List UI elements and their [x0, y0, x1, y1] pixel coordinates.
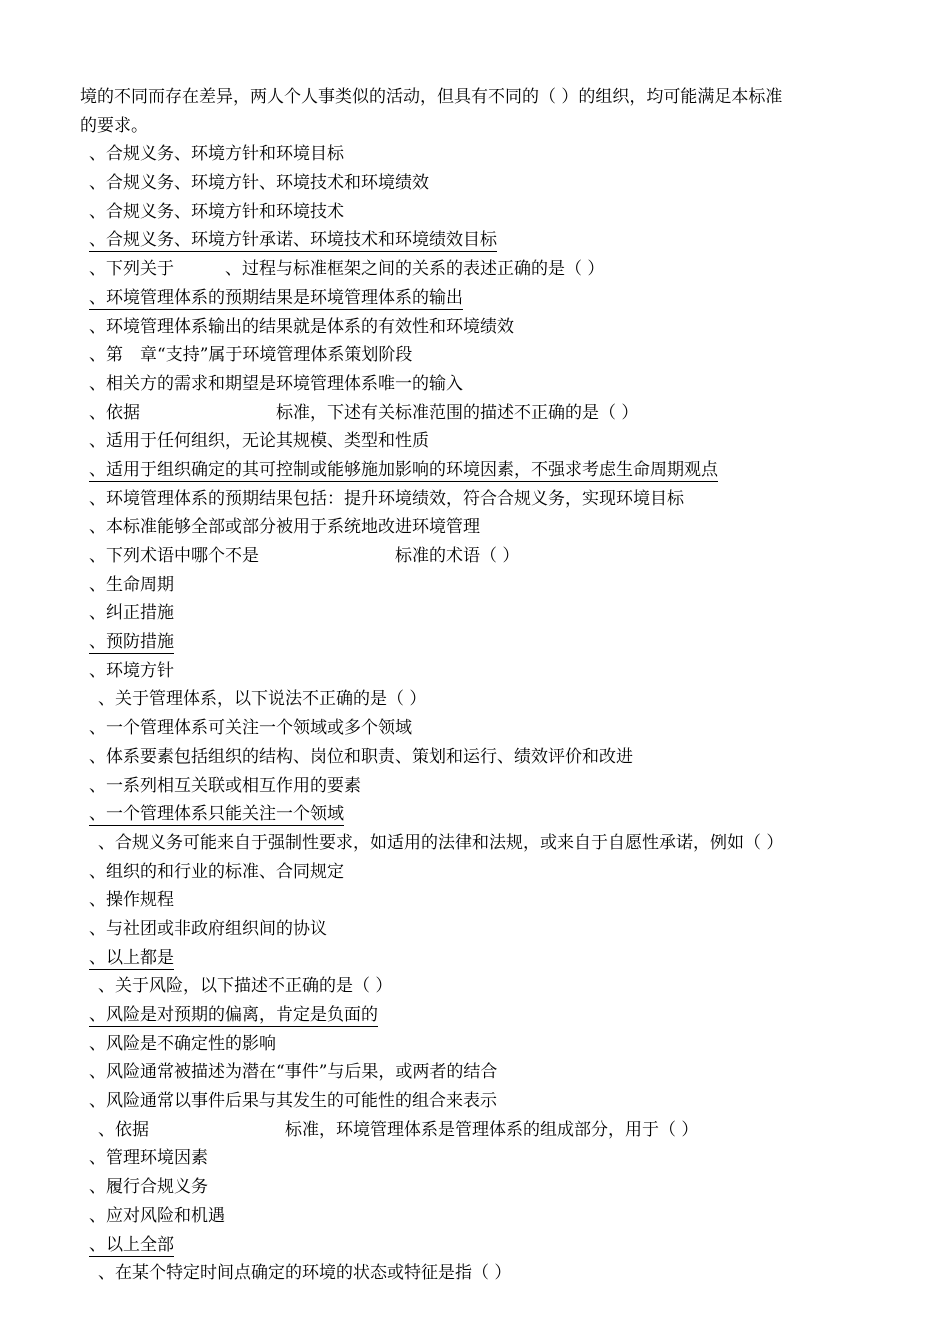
line-text: 、体系要素包括组织的结构、岗位和职责、策划和运行、绩效评价和改进	[89, 746, 633, 767]
line-text: 、环境方针	[89, 660, 174, 681]
line-text: 、相关方的需求和期望是环境管理体系唯一的输入	[89, 373, 463, 394]
underlined-answer-text: 、合规义务、环境方针承诺、环境技术和环境绩效目标	[89, 230, 497, 251]
line-text: 、一个管理体系可关注一个领域或多个领域	[89, 718, 412, 739]
option-line	[0, 571, 950, 600]
line-text: 、风险是不确定性的影响	[89, 1033, 276, 1054]
option-line	[0, 1173, 950, 1202]
underlined-answer-text: 、适用于组织确定的其可控制或能够施加影响的环境因素，不强求考虑生命周期观点	[89, 459, 718, 480]
option-line	[0, 657, 950, 686]
option-line	[0, 1144, 950, 1173]
line-text: 、管理环境因素	[89, 1148, 208, 1169]
line-text: 、下列术语中哪个不是 标准的术语（ ）	[89, 546, 520, 566]
underlined-answer-text: 、环境管理体系的预期结果是环境管理体系的输出	[89, 287, 463, 308]
line-text: 、合规义务、环境方针和环境目标	[89, 144, 344, 165]
underlined-answer-text: 、以上都是	[89, 947, 174, 968]
line-text: 、依据 标准，下述有关标准范围的描述不正确的是（ ）	[89, 402, 639, 423]
option-line	[0, 255, 950, 284]
option-line	[0, 1087, 950, 1116]
option-line	[0, 485, 950, 514]
option-line	[0, 800, 950, 829]
option-line	[0, 944, 950, 973]
paragraph-line	[0, 83, 950, 112]
line-text: 、操作规程	[89, 890, 174, 911]
line-text: 境的不同而存在差异，两人个人事类似的活动，但具有不同的（ ）的组织，均可能满足本标准	[80, 87, 783, 107]
line-text: 、关于风险，以下描述不正确的是（ ）	[98, 976, 393, 997]
paragraph-line	[0, 112, 950, 141]
option-line	[0, 399, 950, 428]
option-line	[0, 140, 950, 169]
option-line	[0, 169, 950, 198]
option-line	[0, 772, 950, 801]
option-line	[0, 513, 950, 542]
option-line	[0, 1030, 950, 1059]
question-line	[0, 685, 950, 714]
underlined-answer-text: 、风险是对预期的偏离，肯定是负面的	[89, 1005, 378, 1025]
option-line	[0, 456, 950, 485]
line-text: 、合规义务、环境方针、环境技术和环境绩效	[89, 173, 429, 194]
line-text: 、风险通常被描述为潜在“事件”与后果，或两者的结合	[89, 1062, 498, 1083]
question-line	[0, 1259, 950, 1288]
option-line	[0, 198, 950, 227]
option-line	[0, 226, 950, 255]
underlined-answer-text: 、一个管理体系只能关注一个领域	[89, 804, 344, 825]
line-text: 、关于管理体系，以下说法不正确的是（ ）	[98, 689, 427, 710]
line-text: 、一系列相互关联或相互作用的要素	[89, 775, 361, 796]
line-text: 、适用于任何组织，无论其规模、类型和性质	[89, 431, 429, 452]
line-text: 、依据 标准，环境管理体系是管理体系的组成部分，用于（ ）	[98, 1119, 699, 1140]
option-line	[0, 341, 950, 370]
option-line	[0, 858, 950, 887]
line-text: 、本标准能够全部或部分被用于系统地改进环境管理	[89, 517, 480, 538]
line-text: 、履行合规义务	[89, 1177, 208, 1198]
line-text: 、组织的和行业的标准、合同规定	[89, 861, 344, 882]
option-line	[0, 427, 950, 456]
line-text: 、合规义务、环境方针和环境技术	[89, 201, 344, 222]
line-text: 、纠正措施	[89, 603, 174, 624]
question-line	[0, 1116, 950, 1145]
line-text: 的要求。	[80, 115, 148, 136]
underlined-answer-text: 、以上全部	[89, 1234, 174, 1255]
line-text: 、下列关于 、过程与标准框架之间的关系的表述正确的是（ ）	[89, 259, 605, 280]
option-line	[0, 886, 950, 915]
line-text: 、合规义务可能来自于强制性要求，如适用的法律和法规，或来自于自愿性承诺，例如（ ）	[98, 832, 784, 853]
line-text: 、环境管理体系输出的结果就是体系的有效性和环境绩效	[89, 316, 514, 337]
line-text: 、应对风险和机遇	[89, 1205, 225, 1226]
line-text: 、与社团或非政府组织间的协议	[89, 918, 327, 939]
option-line	[0, 313, 950, 342]
option-line	[0, 284, 950, 313]
option-line	[0, 915, 950, 944]
question-line	[0, 829, 950, 858]
option-line	[0, 1058, 950, 1087]
line-text: 、在某个特定时间点确定的环境的状态或特征是指（ ）	[98, 1263, 512, 1284]
line-text: 、风险通常以事件后果与其发生的可能性的组合来表示	[89, 1091, 497, 1112]
line-text: 、生命周期	[89, 574, 174, 595]
option-line	[0, 542, 950, 571]
option-line	[0, 743, 950, 772]
question-line	[0, 972, 950, 1001]
line-text: 、环境管理体系的预期结果包括：提升环境绩效，符合合规义务，实现环境目标	[89, 488, 684, 509]
option-line	[0, 1231, 950, 1260]
option-line	[0, 1202, 950, 1231]
option-line	[0, 628, 950, 657]
option-line	[0, 370, 950, 399]
option-line	[0, 714, 950, 743]
option-line	[0, 599, 950, 628]
line-text: 、第 章“支持”属于环境管理体系策划阶段	[89, 345, 413, 366]
underlined-answer-text: 、预防措施	[89, 632, 174, 653]
option-line	[0, 1001, 950, 1030]
